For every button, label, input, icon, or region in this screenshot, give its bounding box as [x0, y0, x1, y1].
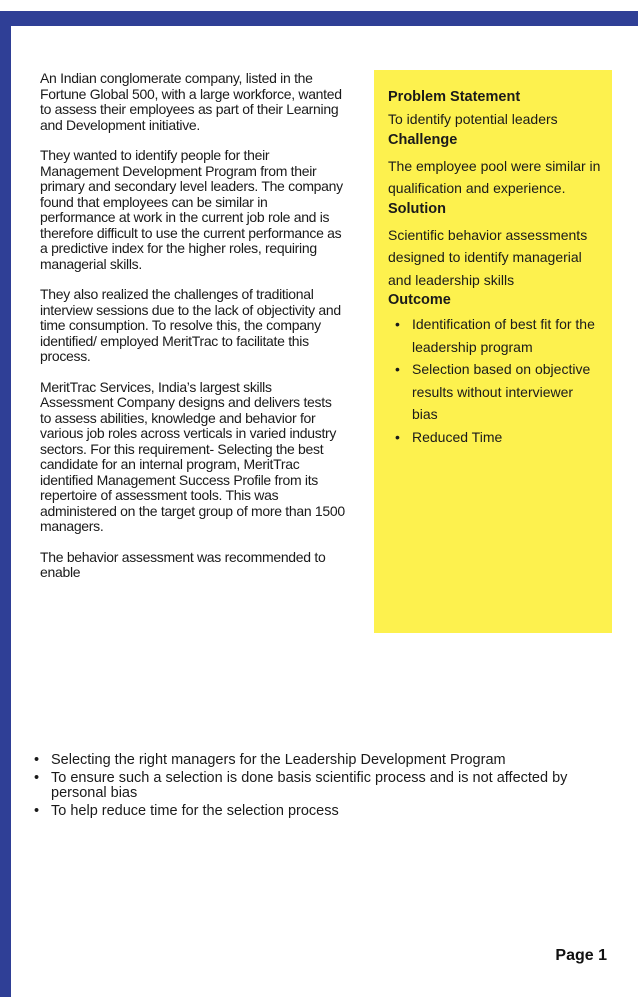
assessment-paragraph: The behavior assessment was recommended to enable	[40, 548, 326, 580]
outcome-item: • Reduced Time	[412, 426, 602, 449]
top-accent-bar	[0, 11, 638, 26]
problem-statement-heading: Problem Statement	[388, 89, 521, 105]
enable-list-item: • Selecting the right managers for the Leadership Development Program	[51, 753, 571, 769]
outcome-list	[388, 313, 602, 448]
solution-heading: Solution	[388, 200, 446, 217]
program-paragraph: They wanted to identify people for their Management Development Program from their primary and secondary level leaders. The company found that employees can be similar in performance at work in the current job role and is therefore difficult to use the current performance as a predictive index for the higher roles, requiring managerial skills.	[40, 147, 343, 272]
challenge-paragraph: They also realized the challenges of traditional interview sessions due to the lack of objectivity and time consumption. To resolve this, the company identified/ employed MeritTrac to facilitate this process.	[40, 286, 341, 364]
left-accent-bar	[0, 26, 11, 997]
outcome-heading: Outcome	[388, 292, 451, 308]
outcome-item: • Selection based on objective results without interviewer bias	[412, 358, 602, 426]
case-study-body	[40, 71, 345, 596]
enable-bullet-list	[34, 753, 571, 821]
outcome-item: • Identification of best fit for the leadership program	[412, 313, 602, 358]
challenge-text: The employee pool were similar in qualification and experience.	[388, 157, 601, 196]
summary-callout-box	[374, 70, 612, 633]
solution-text: Scientific behavior assessments designed to identify managerial and leadership skills	[388, 226, 588, 288]
intro-paragraph: An Indian conglomerate company, listed in the Fortune Global 500, with a large workforce, wanted to assess their employees as part of their Learning and Development initiative.	[40, 70, 342, 133]
page-number: Page 1	[555, 947, 607, 964]
enable-list-item: • To help reduce time for the selection process	[51, 804, 571, 820]
merittrac-paragraph: MeritTrac Services, India’s largest skills Assessment Company designs and delivers tests to assess abilities, knowledge and behavior for various job roles across verticals in varied industry sectors. For this requirement- Selecting the best candidate for an internal program, MeritTrac identified Management Success Profile from its repertoire of assessment tools. This was administered on the target group of more than 1500 managers.	[40, 378, 345, 534]
enable-list-item: • To ensure such a selection is done basis scientific process and is not affected by personal bias	[51, 771, 571, 802]
problem-statement-text: To identify potential leaders	[388, 111, 558, 127]
challenge-heading: Challenge	[388, 131, 458, 148]
